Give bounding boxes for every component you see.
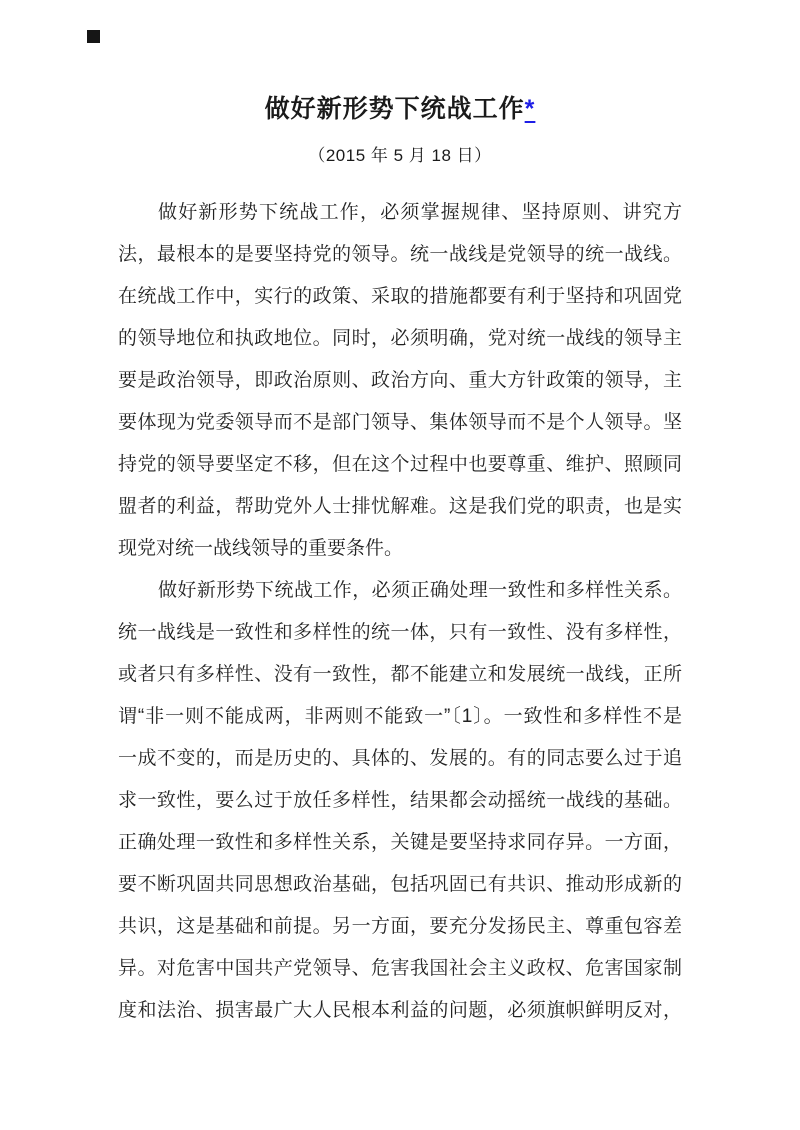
text-line: 一成不变的，而是历史的、具体的、发展的。有的同志要么过于追	[118, 748, 682, 769]
title-text: 做好新形势下统战工作	[264, 95, 525, 123]
text-line: 共识，这是基础和前提。另一方面，要充分发扬民主、尊重包容差	[118, 916, 682, 937]
document-body	[118, 192, 682, 1032]
text-line: 法，最根本的是要坚持党的领导。统一战线是党领导的统一战线。	[118, 244, 682, 265]
text-line: 现党对统一战线领导的重要条件。	[118, 538, 404, 559]
text-line: 求一致性，要么过于放任多样性，结果都会动摇统一战线的基础。	[118, 790, 682, 811]
corner-mark-square	[87, 30, 100, 43]
text-line: 度和法治、损害最广大人民根本利益的问题，必须旗帜鲜明反对，	[118, 1000, 682, 1021]
text-line: 做好新形势下统战工作，必须掌握规律、坚持原则、讲究方	[158, 202, 682, 223]
footnote-asterisk-link[interactable]: *	[524, 95, 536, 123]
text-line: 要不断巩固共同思想政治基础，包括巩固已有共识、推动形成新的	[118, 874, 682, 895]
text-line: 做好新形势下统战工作，必须正确处理一致性和多样性关系。	[158, 580, 682, 601]
text-line: 持党的领导要坚定不移，但在这个过程中也要尊重、维护、照顾同	[118, 454, 682, 475]
text-line: 谓“非一则不能成两，非两则不能致一”〔1〕。一致性和多样性不是	[118, 706, 682, 727]
text-line: 或者只有多样性、没有一致性，都不能建立和发展统一战线，正所	[118, 664, 682, 685]
document-title	[0, 0, 800, 126]
text-line: 的领导地位和执政地位。同时，必须明确，党对统一战线的领导主	[118, 328, 682, 349]
text-line: 统一战线是一致性和多样性的统一体，只有一致性、没有多样性，	[118, 622, 682, 643]
text-line: 盟者的利益，帮助党外人士排忧解难。这是我们党的职责，也是实	[118, 496, 682, 517]
text-line: 正确处理一致性和多样性关系，关键是要坚持求同存异。一方面，	[118, 832, 682, 853]
text-line: 要是政治领导，即政治原则、政治方向、重大方针政策的领导，主	[118, 370, 682, 391]
text-line: 在统战工作中，实行的政策、采取的措施都要有利于坚持和巩固党	[118, 286, 682, 307]
text-line: 异。对危害中国共产党领导、危害我国社会主义政权、危害国家制	[118, 958, 682, 979]
text-line: 要体现为党委领导而不是部门领导、集体领导而不是个人领导。坚	[118, 412, 682, 433]
date-line: （2015 年 5 月 18 日）	[308, 146, 492, 165]
